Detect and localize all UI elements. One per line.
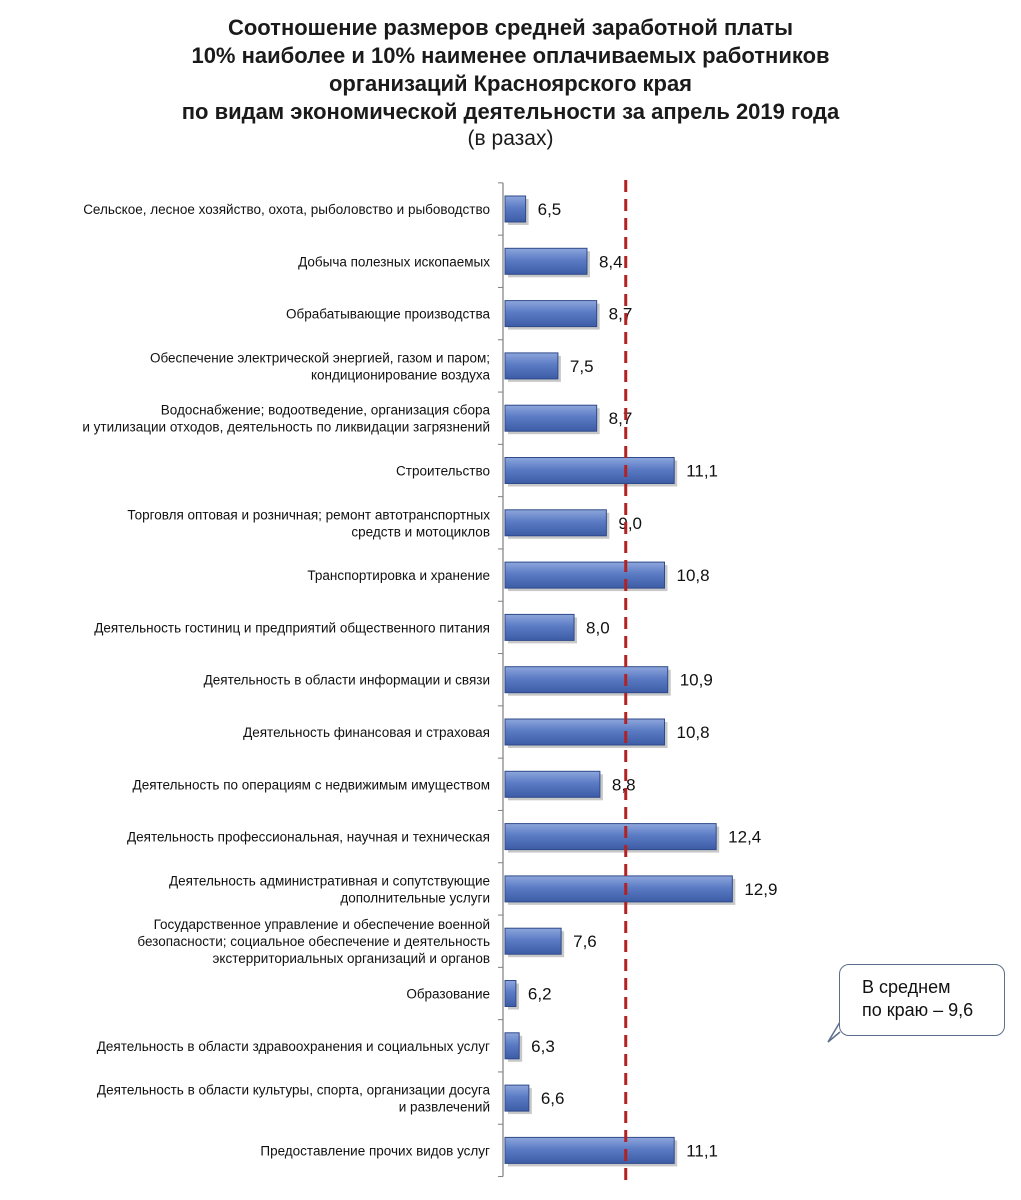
category-label: экстерриториальных организаций и органов [212, 951, 490, 967]
bar [505, 196, 526, 222]
category-label: Торговля оптовая и розничная; ремонт автотранспортных [127, 507, 490, 523]
category-label: Деятельность профессиональная, научная и техническая [127, 829, 490, 845]
average-callout [839, 964, 1005, 1036]
bar [505, 405, 597, 431]
category-label: кондиционирование воздуха [310, 367, 490, 383]
bar [505, 510, 606, 536]
bar-value-label: 6,5 [537, 200, 562, 219]
category-label: Деятельность в области культуры, спорта, организации досуга [96, 1082, 490, 1098]
category-label: Образование [406, 986, 490, 1002]
category-label: Деятельность по операциям с недвижимым имуществом [132, 777, 490, 793]
category-label: безопасности; социальное обеспечение и деятельность [137, 934, 490, 950]
category-label: Деятельность финансовая и страховая [243, 725, 490, 740]
bar-value-label: 7,6 [573, 932, 597, 952]
callout-line-1: В среднем [862, 977, 951, 997]
category-label: Деятельность в области здравоохранения и социальных услуг [96, 1038, 490, 1054]
bar [505, 614, 574, 640]
category-label: Обрабатывающие производства [286, 306, 490, 322]
bar-value-label: 7,5 [569, 356, 594, 376]
bar-value-label: 10,8 [676, 723, 710, 742]
category-label: Транспортировка и хранение [307, 568, 490, 584]
bar-value-label: 6,3 [531, 1036, 555, 1056]
category-label: и развлечений [398, 1099, 490, 1115]
bar-value-label: 10,9 [679, 670, 713, 690]
bar [505, 1033, 519, 1059]
chart-title-line-1: Соотношение размеров средней заработной платы [227, 15, 794, 40]
category-label: дополнительные услуги [340, 890, 490, 906]
category-label: Деятельность гостиниц и предприятий общественного питания [94, 620, 490, 636]
category-label: Водоснабжение; водоотведение, организация сбора [160, 402, 490, 418]
bar [505, 1137, 674, 1163]
callout-line-2: по краю – 9,6 [862, 1000, 974, 1020]
axis-layer [498, 183, 503, 1177]
bar-value-label: 10,8 [676, 566, 710, 586]
chart-subtitle: (в разах) [467, 127, 554, 150]
bar [505, 1085, 529, 1111]
bar [505, 928, 561, 954]
bar [505, 667, 668, 693]
bar-value-label: 8,8 [611, 775, 636, 795]
category-label: Государственное управление и обеспечение военной [153, 917, 490, 933]
category-label: и утилизации отходов, деятельность по ликвидации загрязнений [82, 419, 490, 435]
bar [505, 771, 600, 797]
category-label: средств и мотоциклов [351, 524, 490, 540]
bar-value-label: 6,2 [527, 984, 552, 1004]
bar-value-label: 9,0 [618, 513, 643, 533]
bar [505, 876, 732, 902]
bar-value-label: 6,6 [540, 1089, 565, 1109]
bar [505, 824, 716, 850]
bar-value-label: 12,9 [744, 879, 778, 899]
chart-title-line-4: по видам экономической деятельности за апрель 2019 года [181, 99, 840, 124]
chart-title-line-2: 10% наиболее и 10% наименее оплачиваемых работников [191, 43, 830, 68]
category-label: Деятельность в области информации и связи [203, 672, 490, 688]
bar-value-label: 8,7 [608, 409, 633, 429]
chart-title-line-3: организаций Красноярского края [328, 71, 693, 96]
bar-value-label: 8,7 [608, 304, 633, 324]
bar-value-label: 8,4 [598, 252, 623, 272]
bar-value-label: 11,1 [686, 1141, 719, 1161]
category-labels [82, 202, 490, 1158]
bar-value-label: 8,0 [586, 618, 610, 638]
category-label: Строительство [396, 463, 490, 479]
category-label: Деятельность административная и сопутствующие [168, 873, 490, 889]
bar [505, 719, 665, 745]
bar [505, 981, 516, 1007]
bar [505, 248, 587, 274]
category-label: Добыча полезных ископаемых [298, 254, 490, 270]
category-label: Обеспечение электрической энергией, газом и паром; [149, 350, 490, 366]
category-label: Предоставление прочих видов услуг [260, 1143, 490, 1159]
bar-value-label: 11,1 [686, 461, 719, 481]
bar [505, 353, 558, 379]
bar [505, 301, 597, 327]
bar-value-label: 12,4 [728, 827, 762, 847]
bar [505, 562, 665, 588]
bar [505, 458, 674, 484]
category-label: Сельское, лесное хозяйство, охота, рыболовство и рыбоводство [83, 202, 490, 217]
